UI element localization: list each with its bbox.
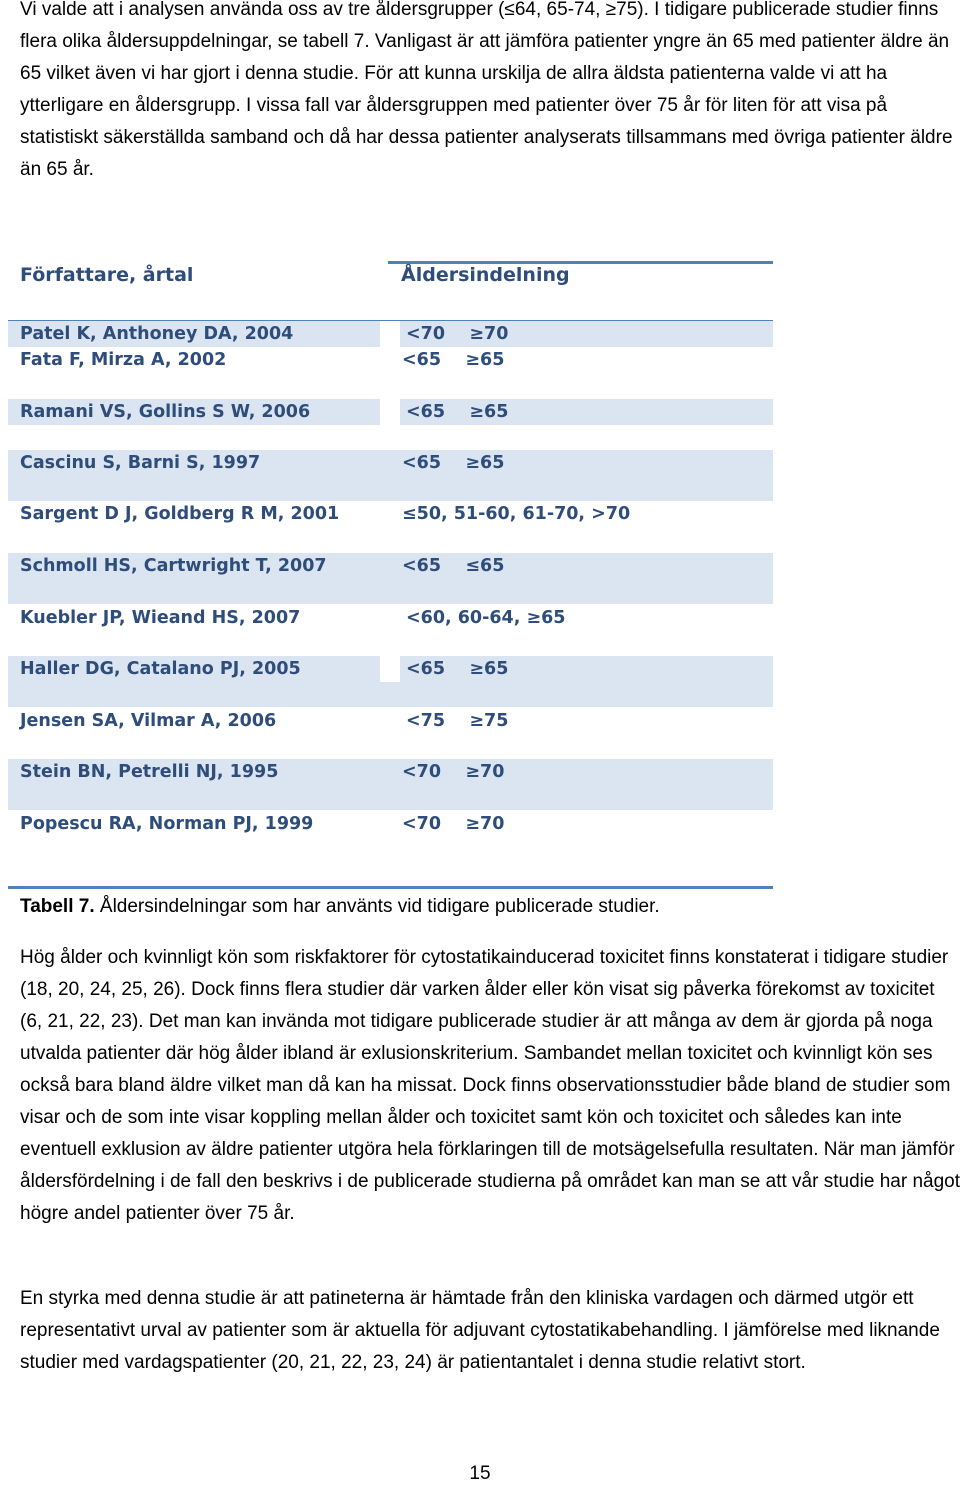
page-number: 15	[469, 1463, 491, 1484]
discussion-paragraph: Hög ålder och kvinnligt kön som riskfaktorer för cytostatikainducerad toxicitet finns konstaterat i tidigare studier (18, 20, 24, 25, 26). Dock finns flera studier där varken ålder eller kön visat sig påverka förekomst av toxicitet (6, 21, 22, 23). Det man kan invända mot tidigare publicerade studier är att många av dem är gjorda på noga utvalda patienter där hög ålder ibland är exlusionskriterium. Sambandet mellan toxicitet och kvinnligt kön ses också bara bland äldre vilket man då kan ha missat. Dock finns observationsstudier både bland de studier som visar och de som inte visar koppling mellan ålder och toxicitet samt kön och toxicitet och således kan inte eventuell exklusion av äldre patienter utgöra hela förklaringen till de motsägelsefulla resultaten. När man jämför åldersfördelning i de fall den beskrivs i de publicerade studierna på området kan man se att vår studie har något högre andel patienter över 75 år.	[20, 947, 960, 1224]
row-author: Cascinu S, Barni S, 1997	[20, 453, 261, 473]
column-header-age-division: Åldersindelning	[401, 264, 570, 286]
row-author: Haller DG, Catalano PJ, 2005	[20, 659, 301, 679]
table-row	[8, 811, 773, 837]
table-row	[8, 656, 773, 707]
row-ages: <75 ≥75	[406, 711, 509, 731]
table-row	[8, 450, 773, 501]
table-row	[8, 708, 773, 734]
row-author: Kuebler JP, Wieand HS, 2007	[20, 608, 301, 628]
table-bottom-rule	[8, 886, 773, 889]
row-ages: <70 ≥70	[406, 324, 509, 344]
table-row	[8, 501, 773, 527]
table-row	[8, 321, 773, 347]
row-ages: <65 ≥65	[402, 453, 505, 473]
row-author: Schmoll HS, Cartwright T, 2007	[20, 556, 327, 576]
caption-label: Tabell 7.	[20, 896, 95, 917]
table-row	[8, 399, 773, 425]
row-ages: <70 ≥70	[402, 814, 505, 834]
row-author: Sargent D J, Goldberg R M, 2001	[20, 504, 340, 524]
column-header-author: Författare, årtal	[20, 264, 194, 286]
table-row	[8, 553, 773, 604]
row-ages: <65 ≥65	[402, 350, 505, 370]
row-ages: <65 ≥65	[406, 402, 509, 422]
table-row	[8, 759, 773, 810]
row-author: Popescu RA, Norman PJ, 1999	[20, 814, 314, 834]
strength-paragraph: En styrka med denna studie är att patineterna är hämtade från den kliniska vardagen och därmed utgör ett representativt urval av patienter som är aktuella för adjuvant cytostatikabehandling. I jämförelse med liknande studier med vardagspatienter (20, 21, 22, 23, 24) är patientantalet i denna studie relativt stort.	[20, 1288, 940, 1373]
row-author: Patel K, Anthoney DA, 2004	[20, 324, 294, 344]
row-author: Jensen SA, Vilmar A, 2006	[20, 711, 277, 731]
intro-paragraph: Vi valde att i analysen använda oss av tre åldersgrupper (≤64, 65-74, ≥75). I tidigare publicerade studier finns flera olika åldersuppdelningar, se tabell 7. Vanligast är att jämföra patienter yngre än 65 med patienter äldre än 65 vilket även vi har gjort i denna studie. För att kunna urskilja de allra äldsta patienterna valde vi att ha ytterligare en åldersgrupp. I vissa fall var åldersgruppen med patienter över 75 år för liten för att visa på statistiskt säkerställda samband och då har dessa patienter analyserats tillsammans med övriga patienter äldre än 65 år.	[20, 0, 953, 180]
row-ages: <65 ≥65	[406, 659, 509, 679]
table-row	[8, 605, 773, 631]
row-ages: ≤50, 51-60, 61-70, >70	[402, 504, 631, 524]
row-ages: <60, 60-64, ≥65	[406, 608, 566, 628]
row-author: Fata F, Mirza A, 2002	[20, 350, 227, 370]
table-caption	[20, 891, 660, 923]
row-author: Stein BN, Petrelli NJ, 1995	[20, 762, 279, 782]
row-author: Ramani VS, Gollins S W, 2006	[20, 402, 311, 422]
table-row	[8, 347, 773, 373]
row-ages: <70 ≥70	[402, 762, 505, 782]
caption-text: Åldersindelningar som har använts vid tidigare publicerade studier.	[94, 896, 660, 917]
row-ages: <65 ≤65	[402, 556, 505, 576]
